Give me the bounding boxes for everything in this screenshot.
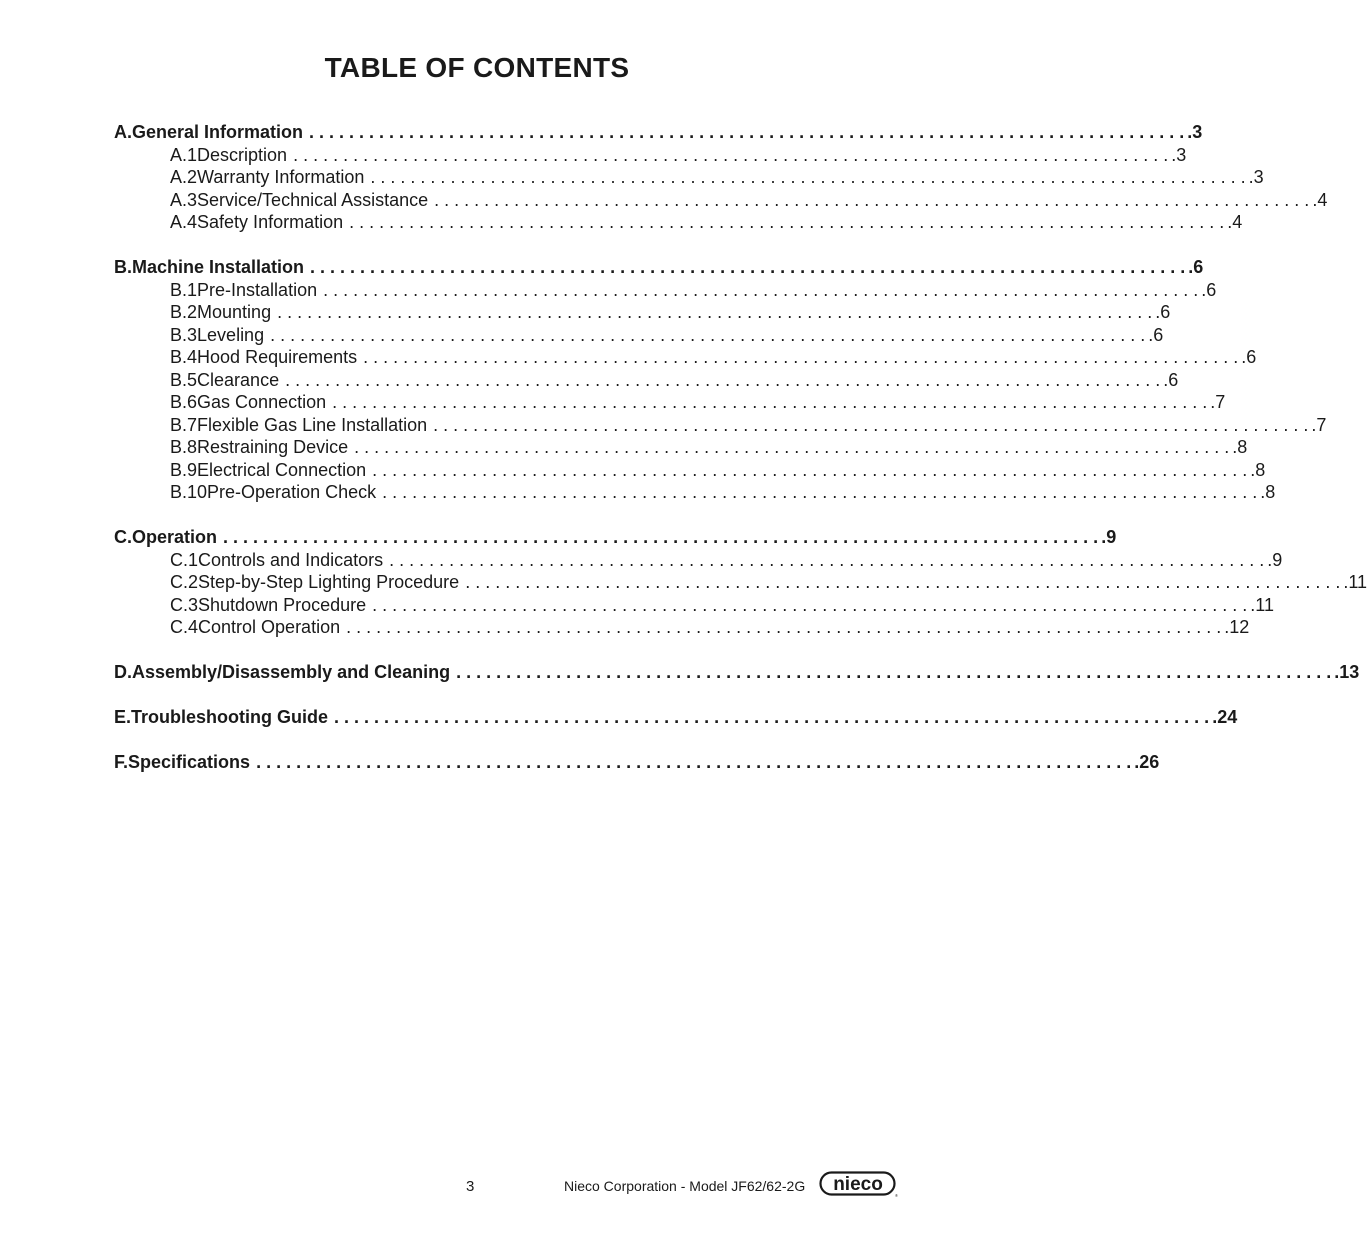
toc-subsection-entry[interactable] (114, 549, 1283, 572)
entry-title: Description (197, 144, 288, 165)
entry-number: A.2 (170, 167, 198, 187)
dot-leader (323, 279, 1198, 302)
dot-leader (363, 346, 1238, 369)
entry-page-number: .26 (1134, 752, 1160, 772)
entry-title: Service/Technical Assistance (197, 189, 429, 210)
toc-section-entry[interactable] (114, 121, 1203, 144)
entry-number: C.3 (170, 594, 199, 615)
entry-number: C.1 (170, 549, 199, 570)
entry-page-number: .7 (1210, 392, 1226, 412)
toc-subsection-entry[interactable] (114, 369, 1179, 392)
entry-page-number: .8 (1250, 459, 1266, 480)
entry-page-number: .3 (1248, 167, 1264, 187)
entry-title: Gas Connection (197, 392, 327, 412)
entry-title: Assembly/Disassembly and Cleaning (132, 662, 451, 682)
entry-number: B.3 (170, 324, 198, 345)
dot-leader (270, 324, 1145, 347)
toc-subsection-entry[interactable] (114, 279, 1217, 302)
entry-page-number: .6 (1163, 369, 1179, 390)
entry-title: Warranty Information (197, 167, 365, 187)
dot-leader (332, 391, 1207, 414)
entry-title: Safety Information (197, 212, 344, 232)
entry-page-number: .6 (1241, 347, 1257, 367)
entry-page-number: .9 (1267, 549, 1283, 570)
entry-title: Step-by-Step Lighting Procedure (198, 572, 460, 592)
entry-page-number: .3 (1187, 122, 1203, 142)
toc-section (114, 706, 1238, 729)
toc-subsection-entry[interactable] (114, 324, 1164, 347)
dot-leader (433, 414, 1308, 437)
entry-page-number: .11 (1343, 572, 1367, 592)
dot-leader (382, 481, 1257, 504)
dot-leader (293, 144, 1168, 167)
entry-title: Machine Installation (132, 257, 305, 277)
entry-number: C.2 (170, 572, 199, 592)
page-number: 3 (466, 1178, 475, 1195)
toc-section-entry[interactable] (114, 256, 1204, 279)
entry-number: B.6 (170, 392, 198, 412)
toc-subsection-entry[interactable] (114, 414, 1327, 437)
entry-title: Mounting (197, 302, 272, 322)
dot-leader (349, 211, 1224, 234)
dot-leader (456, 661, 1331, 684)
entry-number: C. (114, 527, 132, 547)
entry-number: B.10 (170, 482, 208, 502)
dot-leader (310, 256, 1185, 279)
entry-page-number: .13 (1334, 662, 1360, 682)
entry-number: B.2 (170, 302, 198, 322)
entry-number: C.4 (170, 617, 199, 637)
entry-number: F. (114, 752, 129, 772)
entry-title: Flexible Gas Line Installation (197, 414, 428, 435)
toc-section (114, 256, 1327, 504)
entry-page-number: .6 (1148, 324, 1164, 345)
svg-text:®: ® (895, 1193, 898, 1198)
logo-text: nieco (833, 1174, 883, 1195)
dot-leader (277, 301, 1152, 324)
toc-subsection-entry[interactable] (114, 616, 1250, 639)
table-of-contents (114, 121, 1367, 796)
nieco-logo (819, 1171, 897, 1197)
toc-section (114, 661, 1360, 684)
footer-text: Nieco Corporation - Model JF62/62-2G (564, 1178, 806, 1194)
entry-title: Pre-Installation (197, 279, 318, 300)
dot-leader (434, 189, 1309, 212)
entry-title: Operation (132, 527, 218, 547)
dot-leader (354, 436, 1229, 459)
toc-subsection-entry[interactable] (114, 189, 1328, 212)
dot-leader (285, 369, 1160, 392)
dot-leader (389, 549, 1264, 572)
entry-title: Troubleshooting Guide (131, 707, 329, 727)
entry-number: A.3 (170, 189, 198, 210)
entry-number: A. (114, 122, 132, 142)
entry-page-number: .3 (1171, 144, 1187, 165)
entry-number: B.9 (170, 459, 198, 480)
toc-section (114, 526, 1367, 639)
dot-leader (309, 121, 1184, 144)
entry-title: Control Operation (198, 617, 341, 637)
toc-subsection-entry[interactable] (114, 166, 1264, 189)
entry-title: Leveling (197, 324, 265, 345)
entry-number: D. (114, 662, 132, 682)
toc-subsection-entry[interactable] (114, 594, 1274, 617)
entry-number: B.8 (170, 437, 198, 457)
entry-page-number: .7 (1311, 414, 1327, 435)
entry-page-number: .8 (1260, 482, 1276, 502)
toc-section (114, 121, 1328, 234)
entry-page-number: .4 (1227, 212, 1243, 232)
dot-leader (465, 571, 1340, 594)
entry-title: Specifications (128, 752, 251, 772)
entry-page-number: .12 (1224, 617, 1250, 637)
toc-section-entry[interactable] (114, 526, 1117, 549)
entry-number: A.1 (170, 144, 198, 165)
entry-page-number: .8 (1232, 437, 1248, 457)
entry-title: General Information (132, 122, 304, 142)
toc-section (114, 751, 1160, 774)
dot-leader (372, 594, 1247, 617)
toc-section-entry[interactable] (114, 661, 1360, 684)
toc-subsection-entry[interactable] (114, 211, 1243, 234)
entry-page-number: .24 (1212, 707, 1238, 727)
entry-number: E. (114, 707, 132, 727)
entry-page-number: .6 (1201, 279, 1217, 300)
dot-leader (346, 616, 1221, 639)
entry-title: Shutdown Procedure (198, 594, 367, 615)
toc-subsection-entry[interactable] (114, 571, 1367, 594)
toc-subsection-entry[interactable] (114, 346, 1257, 369)
toc-subsection-entry[interactable] (114, 301, 1171, 324)
toc-subsection-entry[interactable] (114, 436, 1248, 459)
entry-number: B.4 (170, 347, 198, 367)
entry-number: A.4 (170, 212, 198, 232)
toc-subsection-entry[interactable] (114, 391, 1226, 414)
toc-subsection-entry[interactable] (114, 144, 1187, 167)
dot-leader (256, 751, 1131, 774)
entry-title: Clearance (197, 369, 280, 390)
toc-subsection-entry[interactable] (114, 481, 1276, 504)
entry-title: Hood Requirements (197, 347, 358, 367)
entry-number: B. (114, 257, 132, 277)
dot-leader (334, 706, 1209, 729)
entry-number: B.5 (170, 369, 198, 390)
toc-section-entry[interactable] (114, 706, 1238, 729)
page-title: TABLE OF CONTENTS (324, 52, 630, 83)
entry-page-number: .4 (1312, 189, 1328, 210)
entry-title: Restraining Device (197, 437, 349, 457)
dot-leader (223, 526, 1098, 549)
entry-title: Pre-Operation Check (207, 482, 377, 502)
toc-section-entry[interactable] (114, 751, 1160, 774)
entry-page-number: .9 (1101, 527, 1117, 547)
dot-leader (370, 166, 1245, 189)
entry-title: Electrical Connection (197, 459, 367, 480)
entry-page-number: .6 (1188, 257, 1204, 277)
entry-page-number: .6 (1155, 302, 1171, 322)
entry-number: B.7 (170, 414, 198, 435)
dot-leader (372, 459, 1247, 482)
entry-title: Controls and Indicators (198, 549, 384, 570)
toc-subsection-entry[interactable] (114, 459, 1266, 482)
entry-number: B.1 (170, 279, 198, 300)
entry-page-number: .11 (1250, 594, 1274, 615)
